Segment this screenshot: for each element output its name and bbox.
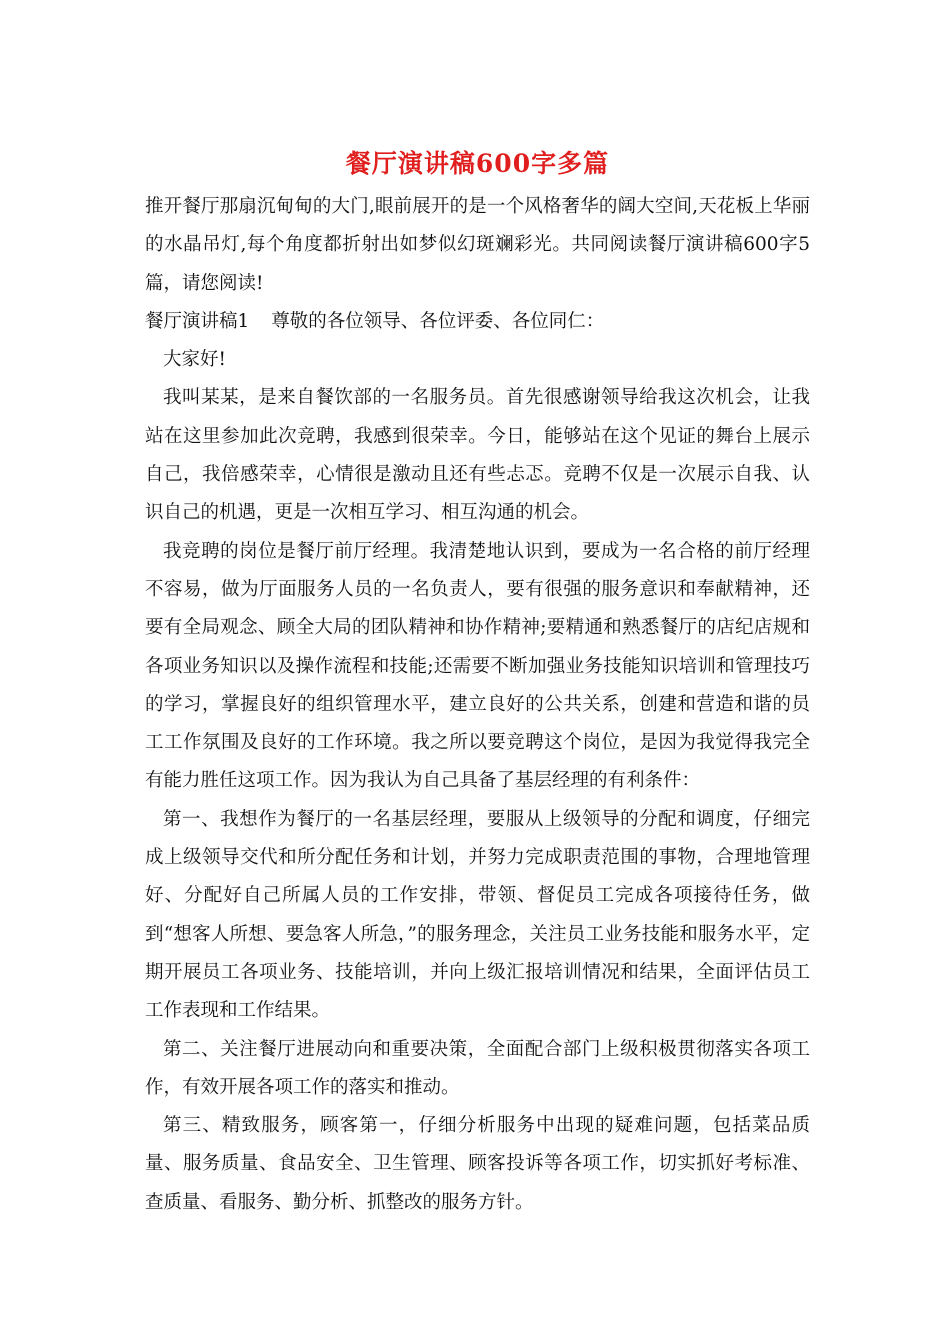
greeting-paragraph: 大家好! xyxy=(163,349,226,371)
section-heading-line xyxy=(145,303,810,341)
body-paragraph: 第三、精致服务，顾客第一，仔细分析服务中出现的疑难问题，包括菜品质量、服务质量、食品安全、卫生管理、顾客投诉等各项工作，切实抓好考标准、查质量、看服务、勤分析、抓整改的服务方针。 xyxy=(145,1115,810,1213)
document-title: 餐厅演讲稿600字多篇 xyxy=(345,149,610,178)
document-body xyxy=(145,188,810,1222)
body-paragraph: 第一、我想作为餐厅的一名基层经理，要服从上级领导的分配和调度，仔细完成上级领导交代和所分配任务和计划，并努力完成职责范围的事物，合理地管理好、分配好自己所属人员的工作安排，带领、督促员工完成各项接待任务，做到“想客人所想、要急客人所急，”的服务理念，关注员工业务技能和服务水平，定期开展员工各项业务、技能培训，并向上级汇报培训情况和结果，全面评估员工工作表现和工作结果。 xyxy=(145,808,810,1022)
body-paragraph: 第二、关注餐厅进展动向和重要决策，全面配合部门上级积极贯彻落实各项工作，有效开展各项工作的落实和推动。 xyxy=(145,1038,810,1098)
salutation: 尊敬的各位领导、各位评委、各位同仁： xyxy=(271,310,605,332)
section-heading: 餐厅演讲稿1 xyxy=(145,310,250,332)
intro-paragraph: 推开餐厅那扇沉甸甸的大门,眼前展开的是一个风格奢华的阔大空间,天花板上华丽的水晶吊灯,每个角度都折射出如梦似幻斑斓彩光。共同阅读餐厅演讲稿600字5篇，请您阅读! xyxy=(145,196,810,294)
body-paragraph: 我竞聘的岗位是餐厅前厅经理。我清楚地认识到，要成为一名合格的前厅经理不容易，做为厅面服务人员的一名负责人，要有很强的服务意识和奉献精神，还要有全局观念、顾全大局的团队精神和协作精神;要精通和熟悉餐厅的店纪店规和各项业务知识以及操作流程和技能;还需要不断加强业务技能知识培训和管理技巧的学习，掌握良好的组织管理水平，建立良好的公共关系，创建和营造和谐的员工工作氛围及良好的工作环境。我之所以要竞聘这个岗位，是因为我觉得我完全有能力胜任这项工作。因为我认为自己具备了基层经理的有利条件： xyxy=(145,540,810,792)
body-paragraph: 我叫某某，是来自餐饮部的一名服务员。首先很感谢领导给我这次机会，让我站在这里参加此次竞聘，我感到很荣幸。今日，能够站在这个见证的舞台上展示自己，我倍感荣幸，心情很是激动且还有些忐忑。竞聘不仅是一次展示自我、认识自己的机遇，更是一次相互学习、相互沟通的机会。 xyxy=(145,387,810,524)
